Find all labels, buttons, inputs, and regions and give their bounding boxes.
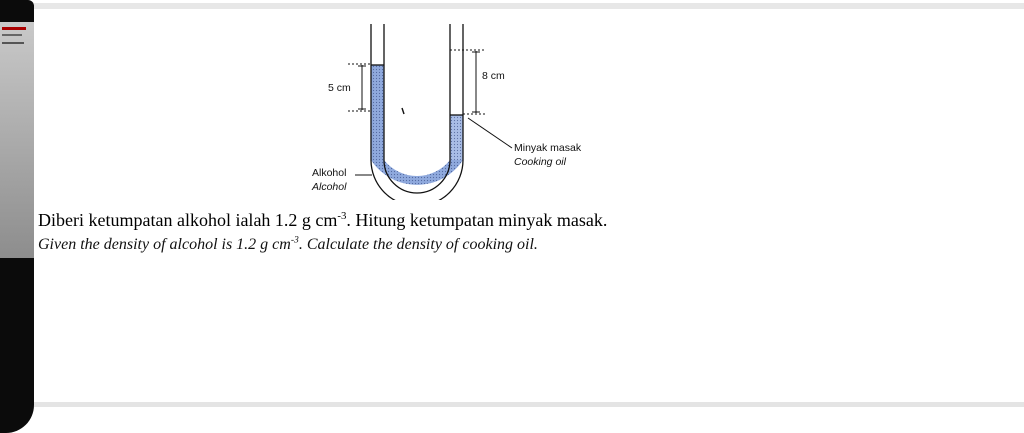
tube-inner-wall (384, 24, 450, 193)
question-malay-prefix: Diberi ketumpatan alkohol ialah 1.2 g cm (38, 210, 338, 230)
oil-label-en: Cooking oil (514, 156, 566, 168)
u-tube-diagram (300, 20, 620, 200)
u-tube-svg (300, 20, 620, 200)
unit-exponent: -3 (290, 234, 299, 246)
bottom-divider (34, 402, 1024, 407)
question-english-suffix: . Calculate the density of cooking oil. (298, 236, 538, 253)
height-label-8cm: 8 cm (482, 70, 505, 82)
unit-exponent: -3 (337, 210, 347, 222)
oil-label-ms: Minyak masak (514, 142, 582, 154)
thumbnail-line (2, 42, 24, 44)
alcohol-label-en: Alcohol (312, 181, 347, 193)
question-malay (38, 210, 607, 231)
thumbnail-line (2, 27, 26, 30)
height-label-5cm: 5 cm (328, 82, 351, 94)
alcohol-label-ms: Alkohol (312, 167, 347, 179)
side-thumbnail-panel[interactable] (0, 22, 34, 258)
oil-leader-line (468, 118, 512, 148)
question-english (38, 236, 538, 254)
top-divider (34, 3, 1024, 9)
thumbnail-line (2, 34, 22, 36)
question-english-prefix: Given the density of alcohol is 1.2 g cm (38, 236, 291, 253)
question-malay-suffix: . Hitung ketumpatan minyak masak. (346, 210, 608, 230)
